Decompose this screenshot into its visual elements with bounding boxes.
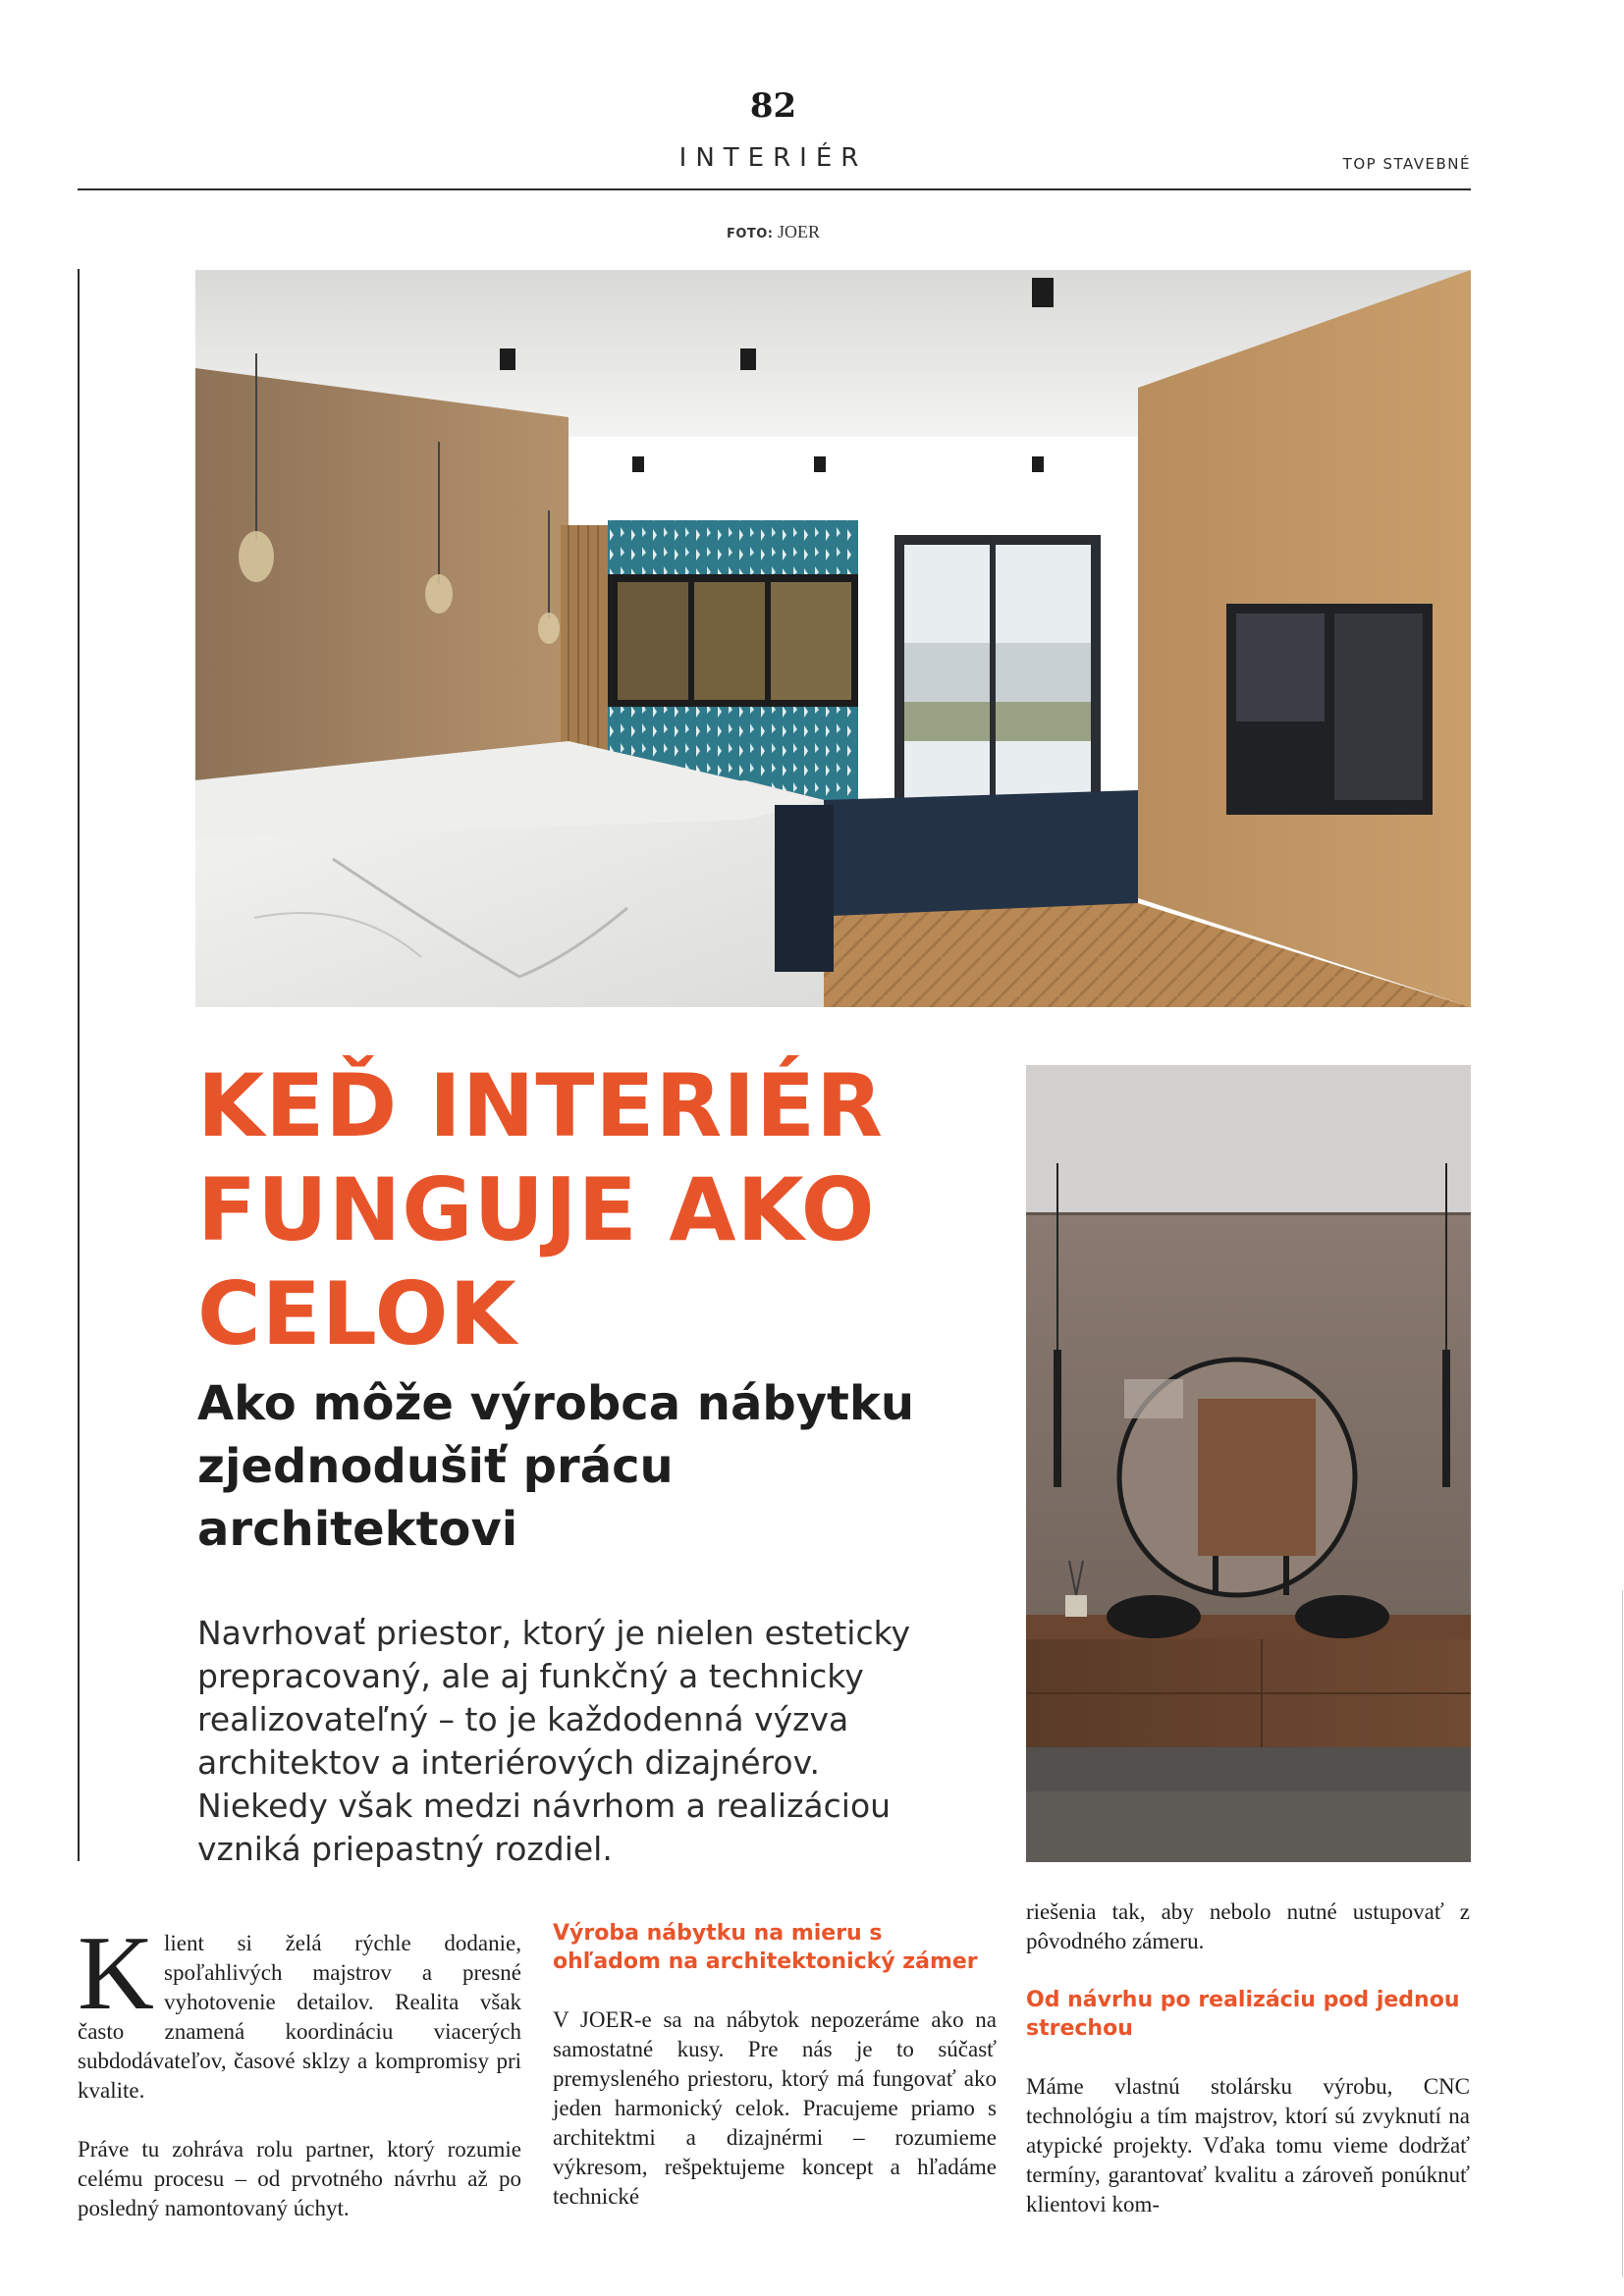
- lead-line: realizovateľný – to je každodenná výzva: [197, 1700, 849, 1738]
- kitchen-photo: [195, 270, 1471, 1007]
- subheadline-line: Ako môže výrobca nábytku: [197, 1376, 915, 1431]
- lead-paragraph: [197, 1612, 1002, 1871]
- page-number: 82: [749, 86, 797, 126]
- body-paragraph: riešenia tak, aby nebolo nutné ustupovať z pôvodného zámeru.: [1026, 1899, 1470, 1953]
- lead-line: Niekedy však medzi návrhom a realizáciou: [197, 1787, 892, 1825]
- lead-line: architektov a interiérových dizajnérov.: [197, 1743, 821, 1782]
- section-title: INTERIÉR: [678, 143, 868, 173]
- lead-line: vzniká priepastný rozdiel.: [197, 1830, 613, 1868]
- left-vertical-rule: [78, 269, 80, 1861]
- headline-line: FUNGUJE AKO: [197, 1159, 876, 1260]
- headline-line: CELOK: [197, 1263, 517, 1364]
- photo-credit-label: FOTO:: [726, 227, 774, 241]
- subheadline-line: architektovi: [197, 1502, 518, 1557]
- lead-line: Navrhovať priestor, ktorý je nielen esteticky: [197, 1614, 911, 1652]
- photo-credit-value: JOER: [778, 222, 821, 241]
- subheadline-line: zjednodušiť prácu: [197, 1439, 674, 1494]
- paragraph-text: lient si želá rýchle dodanie, spoľahlivých majstrov a presné vyhotovenie detailov. Realita však často znamená koordináciu viacerých subdodávateľov, časové sklzy a kompromisy pri kvalite.: [78, 1931, 521, 2103]
- photo-credit: [0, 222, 1546, 242]
- body-paragraph: Práve tu zohráva rolu partner, ktorý rozumie celému procesu – od prvotného návrhu až po posledný namontovaný úchyt.: [78, 2137, 521, 2220]
- bathroom-photo: [1026, 1065, 1471, 1862]
- header-rule: [78, 188, 1471, 190]
- body-column-2: [553, 1919, 997, 2212]
- magazine-name: TOP STAVEBNÉ: [1342, 155, 1471, 173]
- drop-cap: K: [78, 1915, 154, 2032]
- body-paragraph: V JOER-e sa na nábytok nepozeráme ako na samostatné kusy. Pre nás je to súčasť premysleného priestoru, ktorý má fungovať ako jeden harmonický celok. Pracujeme priamo s architektmi a dizajnérmi – rozumieme výkresom, rešpektujeme koncept a hľadáme technické: [553, 2007, 997, 2209]
- lead-line: prepracovaný, ale aj funkčný a technicky: [197, 1657, 864, 1695]
- body-paragraph: [78, 1915, 521, 2106]
- body-paragraph: Máme vlastnú stolársku výrobu, CNC technológiu a tím majstrov, ktorí sú zvyknutí na atypické projekty. Vďaka tomu vieme dodržať termíny, garantovať kvalitu a zároveň ponúknuť klientovi kom-: [1026, 2074, 1470, 2216]
- subheadline: [197, 1372, 983, 1561]
- section-subhead: Od návrhu po realizáciu pod jednou strechou: [1026, 1988, 1460, 2041]
- page-edge-line: [1622, 1590, 1623, 2277]
- body-column-3: [1026, 1897, 1470, 2219]
- body-column-1: [78, 1915, 521, 2223]
- headline: [197, 1054, 963, 1366]
- headline-line: KEĎ INTERIÉR: [197, 1055, 884, 1156]
- section-subhead: Výroba nábytku na mieru s ohľadom na architektonický zámer: [553, 1921, 978, 1974]
